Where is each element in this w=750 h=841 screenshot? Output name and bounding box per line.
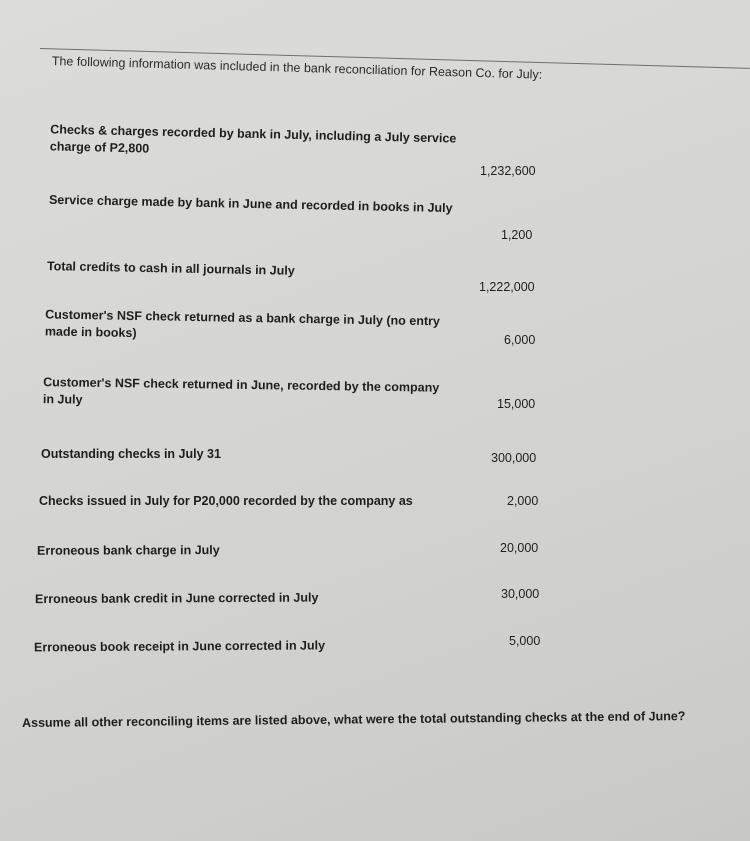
item-description: Outstanding checks in July 31 (41, 447, 221, 461)
item-description: Customer's NSF check returned in June, recorded by the company in July (42, 375, 440, 407)
item-description: Checks & charges recorded by bank in July, including a July service charge of P2,800 (49, 122, 457, 156)
question-text: Assume all other reconciling items are listed above, what were the total outstanding checks at the end of June? (22, 709, 686, 730)
item-amount: 1,222,000 (479, 280, 535, 294)
item-amount: 2,000 (507, 494, 539, 508)
intro-text: The following information was included in the bank reconciliation for Reason Co. for July: (51, 54, 543, 82)
item-amount: 1,200 (501, 228, 533, 242)
item-description: Checks issued in July for P20,000 recorded by the company as (39, 494, 413, 508)
item-description: Service charge made by bank in June and recorded in books in July (48, 192, 453, 216)
item-description: Erroneous bank charge in July (36, 543, 220, 558)
item-description: Erroneous bank credit in June corrected in July (34, 590, 319, 607)
item-amount: 1,232,600 (480, 164, 536, 178)
item-description: Customer's NSF check returned as a bank charge in July (no entry made in books) (44, 307, 441, 341)
item-amount: 300,000 (491, 451, 537, 465)
item-amount: 5,000 (509, 634, 541, 648)
item-description: Erroneous book receipt in June corrected in July (33, 638, 326, 655)
item-amount: 30,000 (501, 587, 540, 601)
item-amount: 20,000 (500, 541, 539, 555)
item-amount: 6,000 (504, 333, 536, 347)
item-amount: 15,000 (497, 397, 536, 411)
item-description: Total credits to cash in all journals in July (46, 259, 295, 278)
